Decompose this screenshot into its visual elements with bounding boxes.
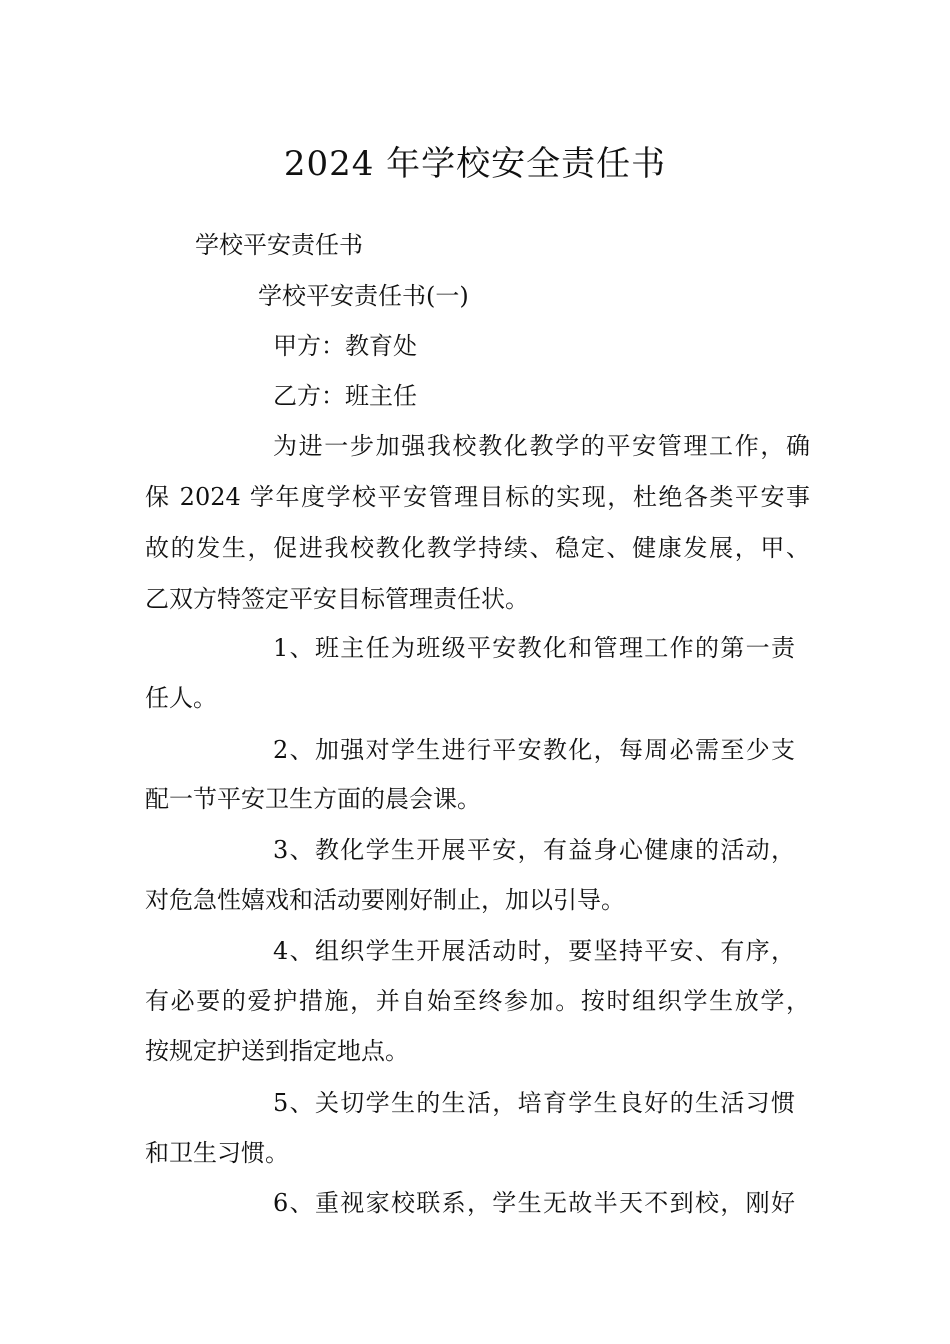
paragraph-line: 故的发生，促进我校教化教学持续、稳定、健康发展，甲、 <box>145 534 810 562</box>
paragraph-line: 保 2024 学年度学校平安管理目标的实现，杜绝各类平安事 <box>145 483 810 511</box>
paragraph-line: 对危急性嬉戏和活动要刚好制止，加以引导。 <box>145 886 625 914</box>
paragraph-line: 6、重视家校联系，学生无故半天不到校，刚好 <box>273 1189 795 1217</box>
paragraph-line: 2、加强对学生进行平安教化，每周必需至少支 <box>273 736 795 764</box>
paragraph-line: 和卫生习惯。 <box>145 1139 289 1167</box>
document-title: 2024 年学校安全责任书 <box>283 144 667 184</box>
paragraph-line: 有必要的爱护措施，并自始至终参加。按时组织学生放学， <box>145 987 810 1015</box>
paragraph-line: 1、班主任为班级平安教化和管理工作的第一责 <box>273 634 795 662</box>
section-heading: 学校平安责任书 <box>195 231 363 259</box>
party-a: 甲方：教育处 <box>273 332 417 360</box>
paragraph-line: 5、关切学生的生活，培育学生良好的生活习惯 <box>273 1089 795 1117</box>
paragraph-line: 乙双方特签定平安目标管理责任状。 <box>145 585 529 613</box>
paragraph-line: 任人。 <box>145 684 217 712</box>
party-b: 乙方：班主任 <box>273 382 417 410</box>
paragraph-line: 4、组织学生开展活动时，要坚持平安、有序， <box>273 937 795 965</box>
paragraph-line: 按规定护送到指定地点。 <box>145 1037 409 1065</box>
paragraph-line: 为进一步加强我校教化教学的平安管理工作，确 <box>273 432 810 460</box>
paragraph-line: 配一节平安卫生方面的晨会课。 <box>145 785 481 813</box>
section-subheading: 学校平安责任书(一) <box>258 282 469 310</box>
paragraph-line: 3、教化学生开展平安，有益身心健康的活动， <box>273 836 795 864</box>
